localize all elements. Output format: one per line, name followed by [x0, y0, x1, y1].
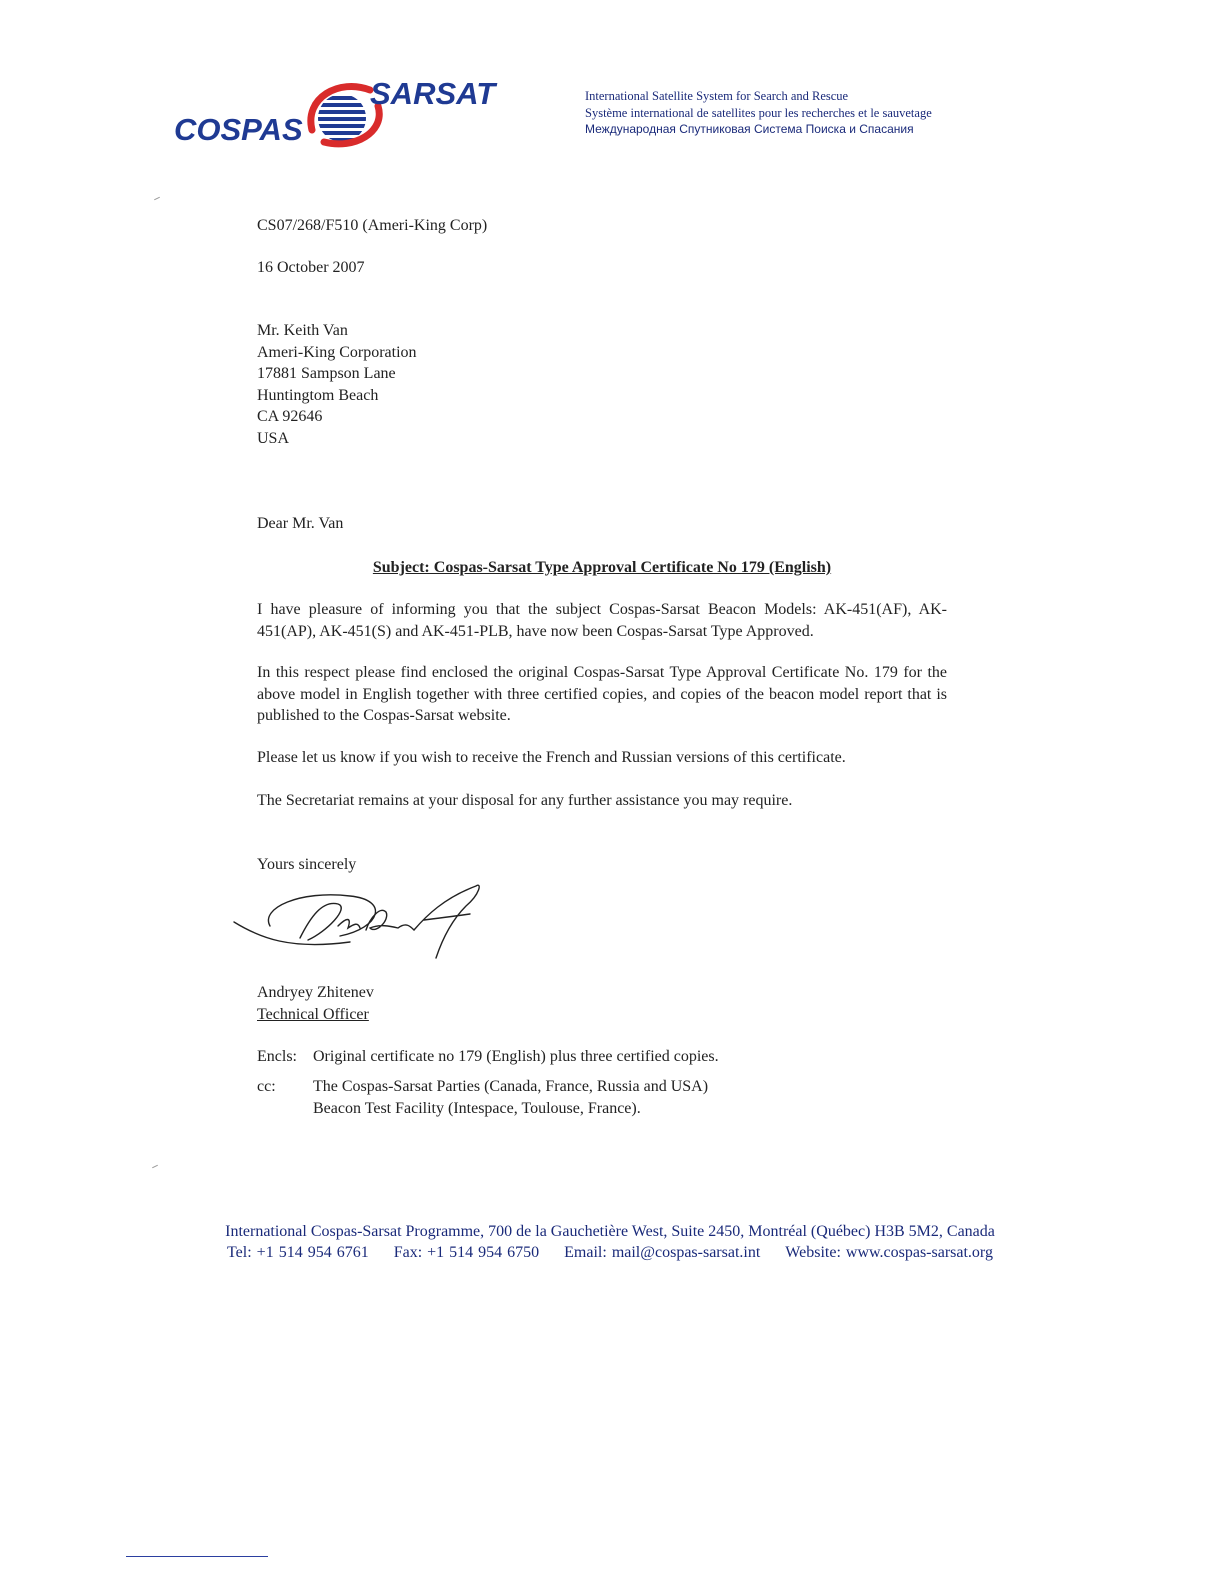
cc-line: Beacon Test Facility (Intespace, Toulouse, France). — [313, 1099, 641, 1117]
org-name-russian: Международная Спутниковая Система Поиска и Спасания — [585, 122, 914, 136]
footer-contacts — [150, 1242, 1070, 1263]
footer-address: International Cospas-Sarsat Programme, 700 de la Gauchetière West, Suite 2450, Montréal (Québec) H3B 5M2, Canada — [225, 1223, 995, 1240]
cospas-sarsat-logo — [174, 76, 514, 150]
address-line: 17881 Sampson Lane — [257, 365, 396, 382]
letter-date: 16 October 2007 — [257, 259, 365, 276]
cc-label: cc: — [257, 1078, 276, 1095]
org-name-english: International Satellite System for Search and Rescue — [585, 89, 849, 103]
logo-cospas-text: COSPAS — [174, 112, 303, 147]
footer-website-link[interactable]: Website: www.cospas-sarsat.org — [785, 1244, 993, 1261]
handwritten-signature — [230, 878, 490, 968]
body-paragraph: The Secretariat remains at your disposal for any further assistance you may require. — [257, 792, 793, 809]
signer-title: Technical Officer — [257, 1005, 369, 1023]
address-line: CA 92646 — [257, 408, 323, 425]
carbon-copies — [257, 1076, 947, 1119]
reference-number: CS07/268/F510 (Ameri-King Corp) — [257, 217, 488, 234]
address-line: USA — [257, 429, 290, 447]
signer-block — [257, 982, 947, 1025]
closing: Yours sincerely — [257, 856, 357, 873]
enclosures — [257, 1046, 947, 1068]
footer-telephone: Tel: +1 514 954 6761 — [227, 1244, 369, 1261]
footer-email-link[interactable]: Email: mail@cospas-sarsat.int — [564, 1244, 761, 1261]
enclosures-text: Original certificate no 179 (English) plus three certified copies. — [313, 1048, 719, 1065]
cc-line: The Cospas-Sarsat Parties (Canada, France, Russia and USA) — [313, 1078, 709, 1095]
enclosures-label: Encls: — [257, 1048, 297, 1065]
body-paragraph: Please let us know if you wish to receive the French and Russian versions of this certificate. — [257, 749, 846, 766]
recipient-address — [257, 320, 947, 449]
body-paragraph: In this respect please find enclosed the original Cospas-Sarsat Type Approval Certificate No. 179 for the above model in English together with three certified copies, and copies of the beacon model report that is published to the Cospas-Sarsat website. — [257, 664, 947, 724]
organisation-tagline — [585, 88, 1005, 138]
footer-fax: Fax: +1 514 954 6750 — [393, 1244, 540, 1261]
salutation: Dear Mr. Van — [257, 515, 344, 532]
address-line: Mr. Keith Van — [257, 322, 348, 339]
body-paragraph: I have pleasure of informing you that the subject Cospas-Sarsat Beacon Models: AK-451(AF), AK-451(AP), AK-451(S) and AK-451-PLB, have now been Cospas-Sarsat Type Approved. — [257, 601, 947, 640]
signer-name: Andryey Zhitenev — [257, 984, 374, 1001]
address-line: Ameri-King Corporation — [257, 343, 417, 361]
org-name-french: Système international de satellites pour les recherches et le sauvetage — [585, 105, 932, 120]
subject-line: Subject: Cospas-Sarsat Type Approval Certificate No 179 (English) — [372, 559, 832, 576]
address-line: Huntingtom Beach — [257, 386, 379, 404]
logo-sarsat-text: SARSAT — [370, 76, 496, 111]
footnote-divider — [126, 1556, 268, 1557]
